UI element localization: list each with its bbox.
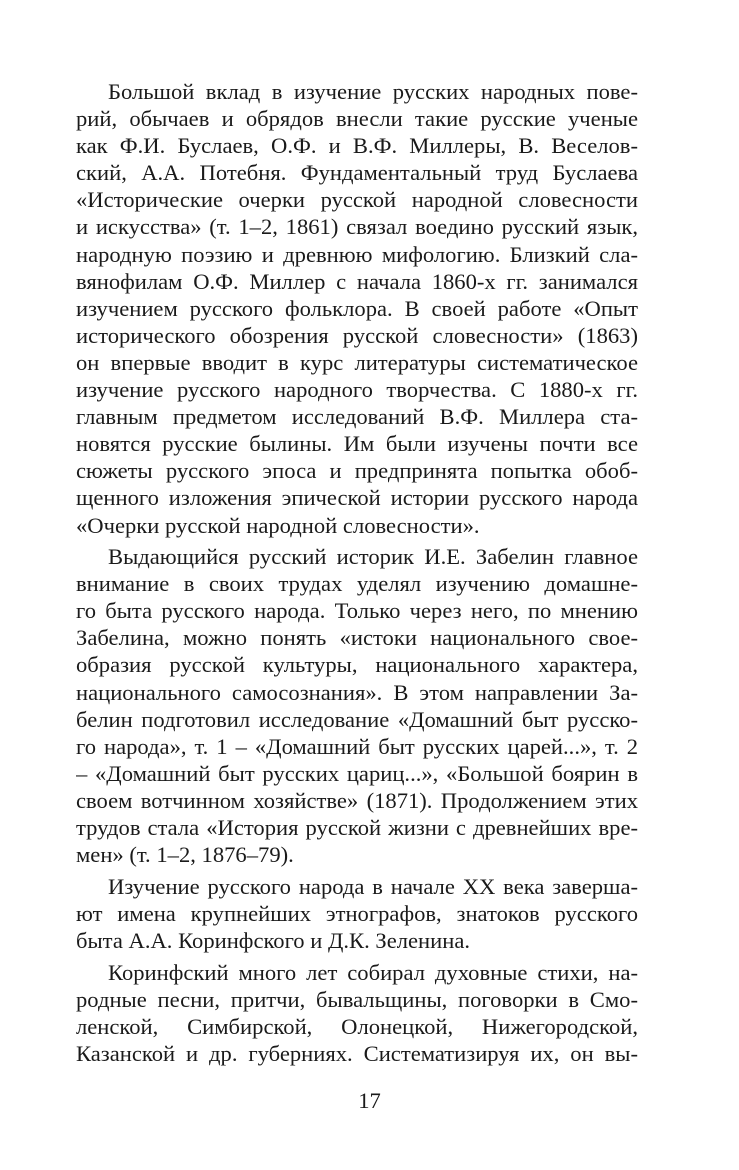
text-line: образия русской культуры, национального характера, (76, 652, 638, 678)
text-line: как Ф.И. Буслаев, О.Ф. и В.Ф. Миллеры, В. Веселов- (76, 133, 638, 159)
text-line: трудов стала «История русской жизни с древнейших вре- (76, 815, 638, 841)
text-line: ский, А.А. Потебня. Фундаментальный труд Буслаева (76, 160, 638, 186)
page-body (76, 78, 638, 1067)
text-line: рий, обычаев и обрядов внесли такие русские ученые (76, 106, 638, 132)
paragraph-3 (76, 873, 638, 954)
paragraph-4 (76, 959, 638, 1067)
text-line: он впервые вводит в курс литературы систематическое (76, 349, 638, 375)
text-line: изучением русского фольклора. В своей работе «Опыт (76, 295, 638, 321)
text-line: главным предметом исследований В.Ф. Миллера ста- (76, 404, 638, 430)
text-line: внимание в своих трудах уделял изучению домашне- (76, 571, 638, 597)
text-line: Забелина, можно понять «истоки национального свое- (76, 625, 638, 651)
text-line: сюжеты русского эпоса и предпринята попытка обоб- (76, 458, 638, 484)
text-line: исторического обозрения русской словесности» (1863) (76, 322, 638, 348)
text-line: Казанской и др. губерниях. Систематизируя их, он вы- (76, 1040, 638, 1066)
text-line: Коринфский много лет собирал духовные стихи, на- (108, 959, 638, 985)
text-line: быта А.А. Коринфского и Д.К. Зеленина. (76, 927, 471, 953)
text-line: мен» (т. 1–2, 1876–79). (76, 842, 294, 868)
text-line: новятся русские былины. Им были изучены почти все (76, 431, 638, 457)
text-line: народную поэзию и древнюю мифологию. Близкий сла- (76, 241, 638, 267)
text-line: национального самосознания». В этом направлении За- (76, 679, 638, 705)
text-line: Выдающийся русский историк И.Е. Забелин главное (108, 544, 638, 570)
text-line: родные песни, притчи, бывальщины, поговорки в Смо- (76, 986, 638, 1012)
text-line: своем вотчинном хозяйстве» (1871). Продолжением этих (76, 787, 638, 813)
text-line: ют имена крупнейших этнографов, знатоков русского (76, 900, 638, 926)
text-line: Изучение русского народа в начале XX века заверша- (108, 873, 638, 899)
text-line: ленской, Симбирской, Олонецкой, Нижегородской, (76, 1013, 638, 1039)
text-line: «Исторические очерки русской народной словесности (76, 187, 638, 213)
text-line: и искусства» (т. 1–2, 1861) связал воедино русский язык, (76, 214, 638, 240)
paragraph-1 (76, 78, 638, 539)
text-line: белин подготовил исследование «Домашний быт русско- (76, 706, 638, 732)
paragraph-2 (76, 543, 638, 868)
text-line: изучение русского народного творчества. С 1880-х гг. (76, 377, 638, 403)
text-line: го народа», т. 1 – «Домашний быт русских царей...», т. 2 (76, 733, 638, 759)
text-line: щенного изложения эпической истории русского народа (76, 485, 638, 511)
text-line: – «Домашний быт русских цариц...», «Большой боярин в (76, 760, 638, 786)
text-line: «Очерки русской народной словесности». (76, 512, 480, 538)
page-number: 17 (358, 1088, 381, 1113)
text-line: Большой вклад в изучение русских народных пове- (108, 79, 638, 104)
text-line: го быта русского народа. Только через него, по мнению (76, 598, 638, 624)
text-line: вянофилам О.Ф. Миллер с начала 1860-х гг. занимался (76, 268, 638, 294)
